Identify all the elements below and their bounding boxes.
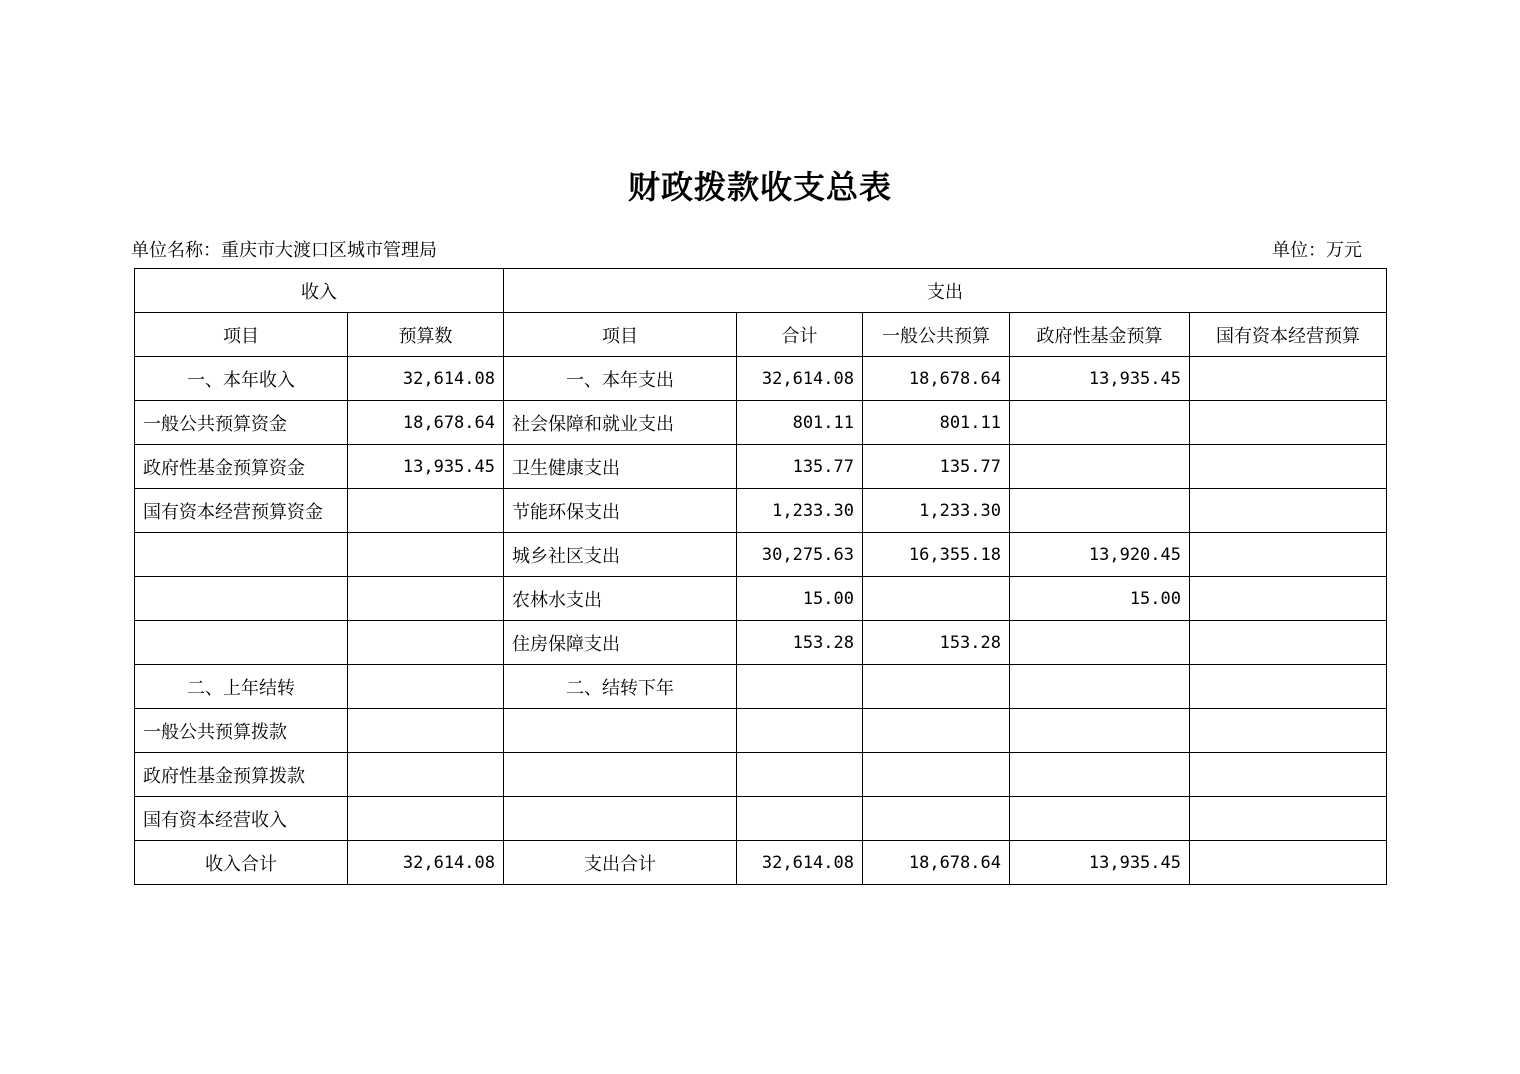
table-row [135,709,1387,753]
table-cell: 卫生健康支出 [504,445,737,489]
table-cell: 153.28 [863,621,1010,665]
table-cell: 153.28 [737,621,863,665]
table-cell: 16,355.18 [863,533,1010,577]
finance-table [134,268,1387,885]
table-cell: 13,920.45 [1010,533,1190,577]
table-cell [348,665,504,709]
table-cell [1190,357,1387,401]
table-row [135,445,1387,489]
table-cell: 住房保障支出 [504,621,737,665]
unit-label: 单位：万元 [1272,240,1362,261]
table-cell [504,753,737,797]
table-cell [1010,621,1190,665]
income-header: 收入 [135,269,504,313]
table-cell [1010,797,1190,841]
table-cell [1190,445,1387,489]
table-cell [1190,577,1387,621]
table-cell: 1,233.30 [863,489,1010,533]
group-header-row [135,269,1387,313]
table-row [135,533,1387,577]
table-cell: 18,678.64 [863,841,1010,885]
table-cell: 15.00 [737,577,863,621]
table-cell [737,709,863,753]
table-cell: 13,935.45 [348,445,504,489]
table-cell [863,665,1010,709]
table-cell [1010,753,1190,797]
table-cell [135,621,348,665]
table-row [135,621,1387,665]
table-cell [1010,445,1190,489]
table-cell [1010,489,1190,533]
table-cell: 社会保障和就业支出 [504,401,737,445]
expense-header: 支出 [504,269,1387,313]
table-cell: 13,935.45 [1010,357,1190,401]
table-row [135,357,1387,401]
table-cell [1190,753,1387,797]
table-cell: 13,935.45 [1010,841,1190,885]
table-cell [737,797,863,841]
table-cell [348,709,504,753]
table-row [135,401,1387,445]
table-cell [1190,401,1387,445]
table-row [135,665,1387,709]
table-cell [1190,841,1387,885]
table-cell [348,753,504,797]
table-cell: 收入合计 [135,841,348,885]
table-cell [348,533,504,577]
table-cell [348,489,504,533]
column-header: 预算数 [348,313,504,357]
table-cell [863,753,1010,797]
page-title: 财政拨款收支总表 [627,168,892,206]
table-cell [348,621,504,665]
unit-name: 单位名称：重庆市大渡口区城市管理局 [131,240,437,261]
table-cell [737,665,863,709]
table-cell: 1,233.30 [737,489,863,533]
table-cell: 国有资本经营预算资金 [135,489,348,533]
table-cell [1190,665,1387,709]
table-cell: 支出合计 [504,841,737,885]
table-cell [1190,489,1387,533]
table-cell: 一、本年支出 [504,357,737,401]
table-cell: 135.77 [737,445,863,489]
table-cell: 城乡社区支出 [504,533,737,577]
table-row [135,797,1387,841]
table-cell: 节能环保支出 [504,489,737,533]
table-cell: 一般公共预算资金 [135,401,348,445]
table-cell: 32,614.08 [737,357,863,401]
table-cell: 32,614.08 [348,357,504,401]
table-cell [1190,621,1387,665]
table-cell [348,797,504,841]
table-cell [504,709,737,753]
column-header-row [135,313,1387,357]
table-cell [135,577,348,621]
table-cell: 18,678.64 [348,401,504,445]
table-cell: 18,678.64 [863,357,1010,401]
table-row [135,753,1387,797]
table-row [135,489,1387,533]
column-header: 政府性基金预算 [1010,313,1190,357]
table-cell: 30,275.63 [737,533,863,577]
table-cell: 135.77 [863,445,1010,489]
table-cell [1190,709,1387,753]
table-cell: 32,614.08 [737,841,863,885]
table-cell: 农林水支出 [504,577,737,621]
table-cell: 国有资本经营收入 [135,797,348,841]
table-cell: 政府性基金预算资金 [135,445,348,489]
table-cell [135,533,348,577]
table-cell [863,709,1010,753]
table-cell [504,797,737,841]
table-cell [737,753,863,797]
table-cell: 801.11 [863,401,1010,445]
table-cell: 一般公共预算拨款 [135,709,348,753]
table-cell: 政府性基金预算拨款 [135,753,348,797]
table-cell: 二、上年结转 [135,665,348,709]
table-row [135,577,1387,621]
table-cell [1010,665,1190,709]
column-header: 国有资本经营预算 [1190,313,1387,357]
column-header: 项目 [135,313,348,357]
table-cell [1190,533,1387,577]
table-cell [348,577,504,621]
table-cell [863,577,1010,621]
column-header: 项目 [504,313,737,357]
table-cell [1190,797,1387,841]
table-cell: 801.11 [737,401,863,445]
table-cell [1010,709,1190,753]
table-row [135,841,1387,885]
table-cell [863,797,1010,841]
column-header: 一般公共预算 [863,313,1010,357]
table-cell: 一、本年收入 [135,357,348,401]
column-header: 合计 [737,313,863,357]
table-cell: 二、结转下年 [504,665,737,709]
table-cell: 15.00 [1010,577,1190,621]
table-cell [1010,401,1190,445]
table-cell: 32,614.08 [348,841,504,885]
